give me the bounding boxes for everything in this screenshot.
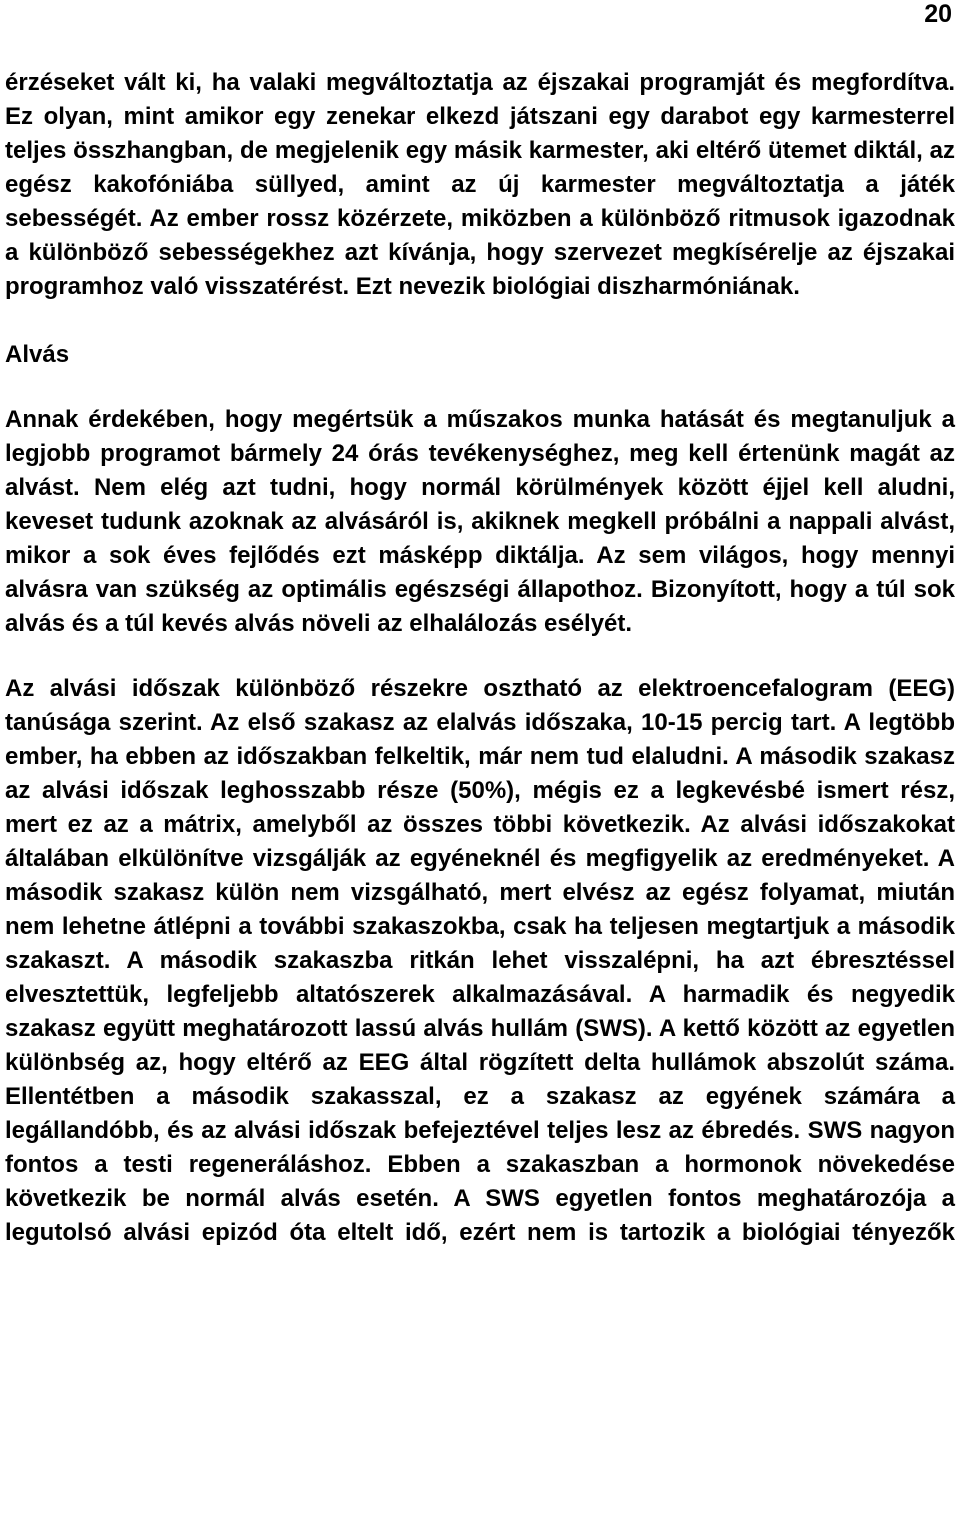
- paragraph-intro: érzéseket vált ki, ha valaki megváltoztatja az éjszakai programját és megfordítva. Ez olyan, mint amikor egy zenekar elkezd játszani egy darabot egy karmesterrel teljes összhangban, de megjelenik egy másik karmester, aki eltérő ütemet diktál, az egész kakofóniába süllyed, amint az új karmester megváltoztatja a játék sebességét. Az ember rossz közérzete, miközben a különböző ritmusok igazodnak a különböző sebességekhez azt kívánja, hogy szervezet megkísérelje az éjszakai programhoz való visszatérést. Ezt nevezik biológiai diszharmóniának.: [5, 69, 955, 300]
- page-number: 20: [924, 0, 952, 28]
- document-body: [5, 66, 955, 1250]
- section-heading: Alvás: [5, 341, 70, 368]
- paragraph-eeg: Az alvási időszak különböző részekre osztható az elektroencefalogram (EEG) tanúsága szerint. Az első szakasz az elalvás időszaka, 10-15 percig tart. A legtöbb ember, ha ebben az időszakban felkeltik, már nem tud elaludni. A második szakasz az alvási időszak leghosszabb része (50%), mégis ez a legkevésbé ismert rész, mert ez az a mátrix, amelyből az összes többi következik. Az alvási időszakokat általában elkülönítve vizsgálják az egyéneknél és megfigyelik az eredményeket. A második szakasz külön nem vizsgálható, mert elvész az egész folyamat, miután nem lehetne átlépni a további szakaszokba, csak ha teljesen megtartjuk a második szakaszt. A második szakaszba ritkán lehet visszalépni, ha azt ébresztéssel elvesztettük, legfeljebb altatószerek alkalmazásával. A harmadik és negyedik szakasz együtt meghatározott lassú alvás hullám (SWS). A kettő között az egyetlen különbség az, hogy eltérő az EEG által rögzített delta hullámok abszolút száma. Ellentétben a második szakasszal, ez a szakasz az egyének számára a legállandóbb, és az alvási időszak befejeztével teljes lesz az ébredés. SWS nagyon fontos a testi regeneráláshoz. Ebben a szakaszban a hormonok növekedése következik be normál alvás esetén. A SWS egyetlen fontos meghatározója a legutolsó alvási epizód óta eltelt idő, ezért nem is tartozik a biológiai tényezők: [5, 675, 955, 1246]
- paragraph-spacer: [5, 372, 955, 403]
- paragraph-spacer: [5, 641, 955, 672]
- paragraph-spacer: [5, 304, 955, 338]
- paragraph-alvas: Annak érdekében, hogy megértsük a műszakos munka hatását és megtanuljuk a legjobb programot bármely 24 órás tevékenységhez, meg kell értenünk magát az alvást. Nem elég azt tudni, hogy normál körülmények között éjjel kell aludni, keveset tudunk azoknak az alvásáról is, akiknek megkell próbálni a nappali alvást, mikor a sok éves fejlődés ezt másképp diktálja. Az sem világos, hogy mennyi alvásra van szükség az optimális egészségi állapothoz. Bizonyított, hogy a túl sok alvás és a túl kevés alvás növeli az elhalálozás esélyét.: [5, 406, 955, 637]
